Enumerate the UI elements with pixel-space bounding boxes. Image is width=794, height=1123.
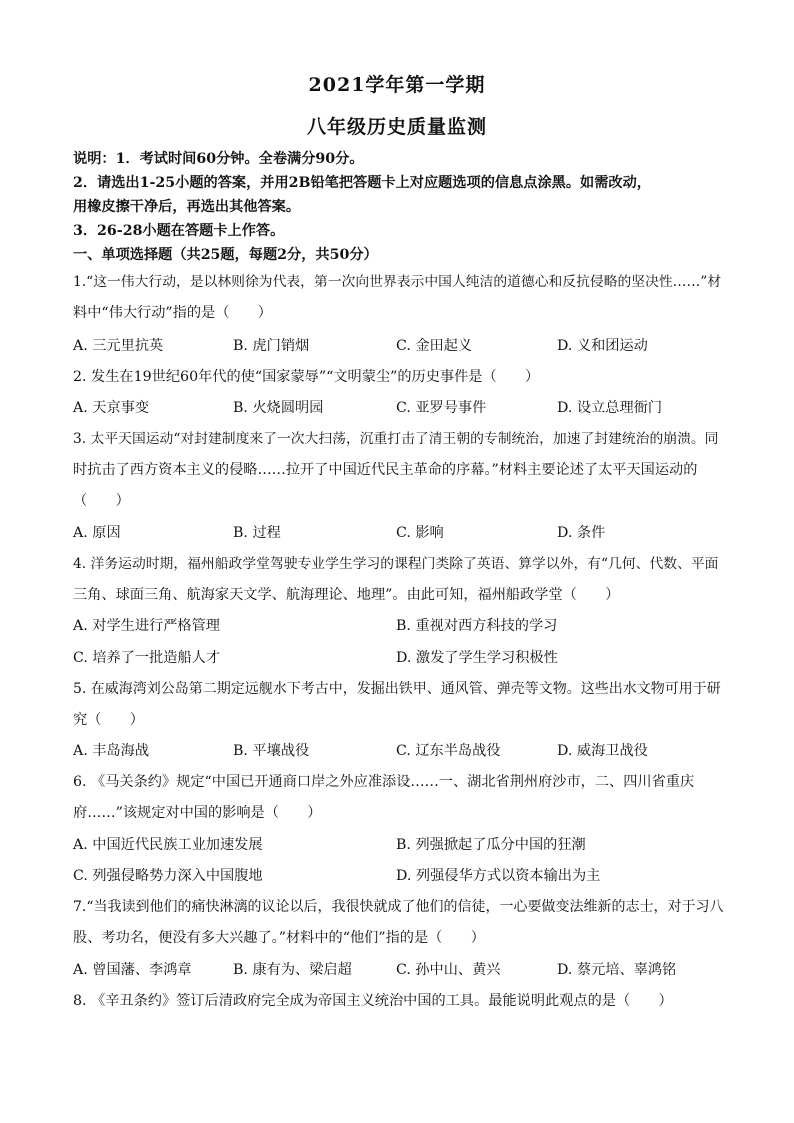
question-3-option-b: B. 过程 — [233, 525, 281, 541]
question-6-option-a: A. 中国近代民族工业加速发展 — [73, 837, 263, 853]
question-1-option-d: D. 义和团运动 — [557, 338, 648, 354]
instruction-line-2: 2．请选出1-25小题的答案，并用2B铅笔把答题卡上对应题选项的信息点涂黑。如需改动， — [73, 175, 651, 191]
question-3-option-d: D. 条件 — [557, 525, 606, 541]
question-4-option-a: A. 对学生进行严格管理 — [73, 618, 220, 634]
question-4-stem: 4. 洋务运动时期，福州船政学堂驾驶专业学生学习的课程门类除了英语、算学以外，有“几何、代数、平面 — [73, 556, 719, 572]
question-6-option-c: C. 列强侵略势力深入中国腹地 — [73, 868, 263, 884]
question-2-option-b: B. 火烧圆明园 — [233, 400, 324, 416]
question-3-option-a: A. 原因 — [73, 525, 121, 541]
question-1-option-b: B. 虎门销烟 — [233, 338, 310, 354]
question-2-option-a: A. 天京事变 — [73, 400, 150, 416]
question-3-stem: 3. 太平天国运动“对封建制度来了一次大扫荡，沉重打击了清王朝的专制统治，加速了封建统治的崩溃。同 — [73, 431, 719, 447]
exam-term-title: 2021学年第一学期 — [308, 74, 486, 96]
question-4-option-c: C. 培养了一批造船人才 — [73, 650, 221, 666]
question-5-option-c: C. 辽东半岛战役 — [396, 743, 501, 759]
question-2-stem: 2. 发生在19世纪60年代的使“国家蒙辱”“文明蒙尘”的历史事件是（ ） — [73, 369, 540, 385]
section-heading: 一、单项选择题（共25题，每题2分，共50分） — [73, 247, 378, 263]
question-7-stem-cont: 股、考功名，便没有多大兴趣了。”材料中的“他们”指的是（ ） — [73, 930, 485, 946]
question-4-option-b: B. 重视对西方科技的学习 — [396, 618, 558, 634]
question-5-stem-cont: 究（ ） — [73, 712, 144, 728]
exam-subject-title: 八年级历史质量监测 — [306, 116, 487, 138]
question-3-option-c: C. 影响 — [396, 525, 444, 541]
question-8-stem: 8. 《辛丑条约》签订后清政府完全成为帝国主义统治中国的工具。最能说明此观点的是（ ） — [73, 993, 673, 1009]
question-7-option-a: A. 曾国藩、李鸿章 — [73, 962, 192, 978]
question-4-stem-cont: 三角、球面三角、航海家天文学、航海理论、地理”。由此可知，福州船政学堂（ ） — [73, 587, 620, 603]
question-3-stem-cont: 时抗击了西方资本主义的侵略……拉开了中国近代民主革命的序幕。”材料主要论述了太平天国运动的 — [73, 462, 698, 478]
question-7-option-c: C. 孙中山、黄兴 — [396, 962, 501, 978]
question-2-option-d: D. 设立总理衙门 — [557, 400, 663, 416]
question-1-option-c: C. 金田起义 — [396, 338, 473, 354]
question-1-stem: 1.“这一伟大行动，是以林则徐为代表，第一次向世界表示中国人纯洁的道德心和反抗侵略的坚决性……”材 — [73, 274, 722, 290]
question-7-option-d: D. 蔡元培、辜鸿铭 — [557, 962, 677, 978]
question-6-stem: 6. 《马关条约》规定“中国已开通商口岸之外应准添设……一、湖北省荆州府沙市，二、四川省重庆 — [73, 774, 695, 790]
question-5-option-d: D. 威海卫战役 — [557, 743, 648, 759]
question-1-stem-cont: 料中“伟大行动”指的是（ ） — [73, 305, 272, 321]
question-7-option-b: B. 康有为、梁启超 — [233, 962, 352, 978]
question-7-stem: 7.“当我读到他们的痛快淋漓的议论以后，我很快就成了他们的信徒，一心要做变法维新的志士，对于习八 — [73, 899, 724, 915]
instruction-line-3: 用橡皮擦干净后，再选出其他答案。 — [73, 199, 301, 215]
question-6-option-d: D. 列强侵华方式以资本输出为主 — [396, 868, 601, 884]
question-5-option-a: A. 丰岛海战 — [73, 743, 150, 759]
question-6-option-b: B. 列强掀起了瓜分中国的狂潮 — [396, 837, 586, 853]
instruction-line-1: 说明：1．考试时间60分钟。全卷满分90分。 — [73, 151, 364, 167]
question-5-stem: 5. 在威海湾刘公岛第二期定远舰水下考古中，发掘出铁甲、通风管、弹壳等文物。这些出水文物可用于研 — [73, 681, 721, 697]
question-1-option-a: A. 三元里抗英 — [73, 338, 164, 354]
question-3-stem-cont-2: （ ） — [73, 493, 130, 509]
question-4-option-d: D. 激发了学生学习积极性 — [396, 650, 558, 666]
question-5-option-b: B. 平壤战役 — [233, 743, 310, 759]
question-6-stem-cont: 府……”该规定对中国的影响是（ ） — [73, 805, 322, 821]
instruction-line-4: 3．26-28小题在答题卡上作答。 — [73, 223, 285, 239]
question-2-option-c: C. 亚罗号事件 — [396, 400, 487, 416]
